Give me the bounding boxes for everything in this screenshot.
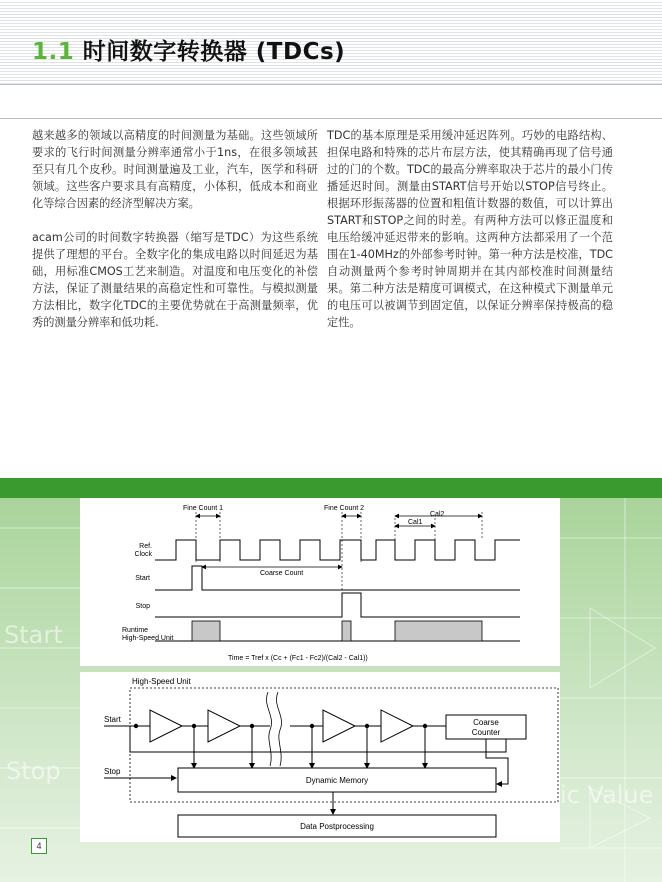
- background-word-stop: Stop: [6, 757, 61, 785]
- section-title: 时间数字转换器 (TDCs): [82, 39, 346, 65]
- fine-count-1-label: Fine Count 1: [183, 505, 224, 512]
- page-number: 4: [31, 838, 47, 854]
- ref-clock-label-2: Clock: [134, 551, 152, 558]
- timing-dashed-guides: [196, 512, 482, 590]
- header-rule-top: [0, 84, 662, 85]
- stop-waveform: [155, 593, 520, 617]
- start-signal-label: Start: [135, 575, 150, 582]
- paragraph: 越来越多的领域以高精度的时间测量为基础。这些领域所要求的飞行时间测量分辨率通常小于1ns，在很多领域甚至只有几个皮秒。时间测量遍及工业，汽车，医学和科研领域。这些客户要求具有高精度，小体积，低成本和商业化等综合因素的经济型解决方案。: [32, 129, 318, 210]
- start-input-label: Start: [104, 715, 121, 724]
- header-rule-bottom: [0, 118, 662, 119]
- block-diagram-panel: [80, 672, 560, 842]
- stop-input-label: Stop: [104, 767, 121, 776]
- runtime-pulse-1: [192, 621, 220, 641]
- ref-clock-waveform: [155, 540, 520, 560]
- text-column-right: [327, 127, 613, 348]
- data-postprocessing-label: Data Postprocessing: [300, 822, 374, 831]
- cal2-label: Cal2: [430, 511, 445, 518]
- stop-signal-label: Stop: [135, 603, 150, 610]
- timing-diagram-panel: [80, 498, 560, 666]
- text-column-left: [32, 127, 318, 348]
- ref-clock-label-1: Ref.: [139, 543, 152, 550]
- section-number: 1.1: [32, 39, 75, 65]
- runtime-label-2: High-Speed Unit: [122, 635, 174, 642]
- buffer-gate-4: [381, 710, 413, 742]
- paragraph: TDC的基本原理是采用缓冲延迟阵列。巧妙的电路结构、担保电路和特殊的芯片布层方法，使其精确再现了信号通过的门的个数。TDC的最高分辨率取决于芯片的最小门传播延迟时间。测量由START信号开始以STOP信号终止。根据环形振荡器的位置和粗值计数器的数值，可以计算出START和STOP之间的时差。有两种方法可以修正温度和电压给缓冲延迟带来的影响。这两种方法都采用了一个范围在1-40MHz的外部参考时钟。第一种方法是校准，TDC自动测量两个参考时钟周期并在其内部校准时间测量结果。第二种方法是精度可调模式，在这种模式下测量单元的电压可以被调节到固定值，以保证分辨率保持极高的稳定性。: [327, 129, 613, 329]
- green-band: [0, 478, 662, 498]
- runtime-pulse-2: [342, 621, 351, 641]
- timing-diagram: [80, 498, 560, 666]
- page-title: [32, 33, 345, 66]
- coarse-counter-label-2: Counter: [471, 728, 501, 737]
- buffer-gate-1: [150, 710, 182, 742]
- fine-count-2-label: Fine Count 2: [324, 505, 365, 512]
- time-formula: Time = Tref x (Cc + (Fc1 - Fc2)/(Cal2 - Cal1)): [228, 655, 368, 662]
- runtime-label-1: Runtime: [122, 627, 149, 634]
- coarse-count-label: Coarse Count: [260, 570, 304, 577]
- cal1-label: Cal1: [408, 519, 423, 526]
- background-word-start: Start: [4, 621, 63, 649]
- buffer-gate-2: [208, 710, 240, 742]
- paragraph: acam公司的时间数字转换器（缩写是TDC）为这些系统提供了理想的平台。全数字化的集成电路以时间延迟为基础，用标准CMOS工艺来制造。对温度和电压变化的补偿方法，保证了测量结果的高稳定性和可靠性。与模拟测量方法相比，数字化TDC的主要优势就在于高测量频率，优秀的测量分辨率和低功耗.: [32, 231, 318, 329]
- block-diagram: [80, 672, 560, 842]
- runtime-pulse-3: [395, 621, 482, 641]
- break-mark-1: [266, 692, 271, 766]
- buffer-gate-3: [323, 710, 355, 742]
- background-word-value: ic Value: [560, 781, 654, 809]
- high-speed-unit-label: High-Speed Unit: [132, 677, 191, 686]
- break-mark-2: [276, 692, 281, 766]
- start-waveform: [155, 566, 520, 590]
- coarse-counter-label-1: Coarse: [473, 718, 499, 727]
- dynamic-memory-label: Dynamic Memory: [305, 776, 369, 785]
